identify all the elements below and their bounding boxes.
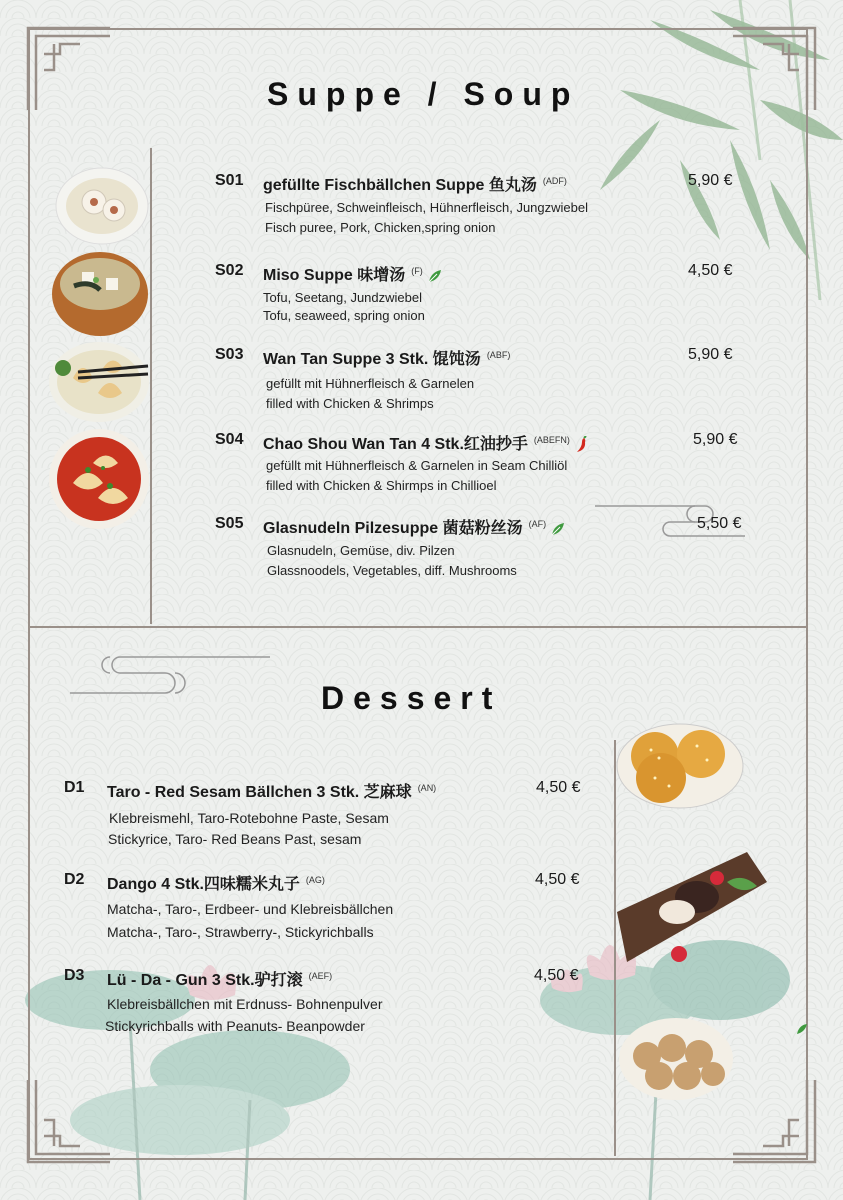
sesame-balls-image [615, 716, 745, 812]
soup-item-desc-de: Fischpüree, Schweinfleisch, Hühnerfleisch, Jungzwiebel [265, 200, 588, 215]
chinese-fret-corner-icon [729, 1076, 819, 1166]
soup-item-name: Miso Suppe 味增汤 $^{(F)}$ [263, 262, 443, 285]
allergen-codes: (AEF) [308, 971, 333, 981]
dessert-item-price: 4,50 € [534, 967, 579, 984]
dessert-item-desc-en: Stickyrichballs with Peanuts- Beanpowder [105, 1018, 365, 1034]
soup-item-desc-en: Fisch puree, Pork, Chicken,spring onion [265, 220, 496, 235]
dessert-item-desc-de: Klebreisbällchen mit Erdnuss- Bohnenpulver [107, 996, 383, 1012]
wan-tan-soup-image [48, 338, 150, 424]
soup-item-code: S01 [215, 172, 244, 189]
soup-item-name: Glasnudeln Pilzesuppe 菌菇粉丝汤 $^{(AF)}$ [263, 515, 566, 538]
dessert-item-desc-de: Matcha-, Taro-, Erdbeer- und Klebreisbällchen [107, 901, 394, 917]
dessert-item-name: Dango 4 Stk.四味糯米丸子 $^{(AG)}$ [107, 875, 325, 893]
dessert-item-desc-de: Klebreismehl, Taro-Rotebohne Paste, Sesam [109, 810, 389, 826]
soup-item-name: gefüllte Fischbällchen Suppe 鱼丸汤 $^{(ADF)}$ [263, 176, 567, 194]
soup-item-desc-de: gefüllt mit Hühnerfleisch & Garnelen [266, 376, 475, 391]
chili-pepper-icon [574, 436, 588, 454]
soup-item-name: Chao Shou Wan Tan 4 Stk.红油抄手 $^{(ABEFN)}$ [263, 431, 588, 454]
soup-item-price: 5,90 € [693, 431, 738, 448]
dessert-section-title: Dessert [321, 680, 502, 716]
soup-item-price: 4,50 € [688, 262, 733, 279]
lu-da-gun-image [617, 1016, 735, 1102]
dessert-item-code: D3 [64, 967, 85, 984]
dessert-item-name: Taro - Red Sesam Bällchen 3 Stk. 芝麻球 $^{(AN)}$ [107, 783, 437, 801]
allergen-codes: (ABEFN) [533, 435, 570, 445]
dango-dessert-image [617, 842, 767, 972]
dessert-item-price: 4,50 € [535, 871, 580, 888]
dessert-item-name: Lü - Da - Gun 3 Stk.驴打滚 $^{(AEF)}$ [107, 971, 333, 989]
vegetarian-leaf-icon [550, 521, 566, 537]
soup-item-code: S05 [215, 515, 244, 532]
dessert-item-code: D1 [64, 779, 85, 796]
dessert-item-desc-en: Matcha-, Taro-, Strawberry-, Stickyrichballs [107, 924, 374, 940]
soup-item-code: S02 [215, 262, 244, 279]
cloud-swirl-icon [70, 650, 280, 700]
allergen-codes: (AN) [417, 783, 437, 793]
soup-item-price: 5,90 € [688, 172, 733, 189]
soup-section-title: Suppe / Soup [267, 76, 580, 112]
dessert-item-code: D2 [64, 871, 85, 888]
allergen-codes: (F) [411, 266, 423, 276]
soup-item-desc-en: Glassnoodels, Vegetables, diff. Mushrooms [267, 563, 517, 578]
allergen-codes: (AF) [528, 519, 547, 529]
allergen-codes: (AG) [305, 875, 325, 885]
vegetarian-leaf-icon [795, 1022, 809, 1036]
soup-item-desc-en: filled with Chicken & Shrimps [266, 396, 434, 411]
soup-item-desc-en: filled with Chicken & Shirmps in Chillioel [266, 478, 497, 493]
soup-item-desc-de: gefüllt mit Hühnerfleisch & Garnelen in Seam Chilliöl [266, 458, 568, 473]
soup-item-code: S04 [215, 431, 244, 448]
soup-item-price: 5,90 € [688, 346, 733, 363]
miso-soup-image [50, 250, 150, 338]
chinese-fret-corner-icon [24, 24, 114, 114]
dessert-item-desc-en: Stickyrice, Taro- Red Beans Past, sesam [108, 831, 362, 847]
chinese-fret-corner-icon [729, 24, 819, 114]
soup-item-code: S03 [215, 346, 244, 363]
soup-item-desc-en: Tofu, seaweed, spring onion [263, 308, 425, 323]
soup-item-price: 5,50 € [697, 515, 742, 532]
soup-item-name: Wan Tan Suppe 3 Stk. 馄饨汤 $^{(ABF)}$ [263, 350, 511, 368]
dessert-item-price: 4,50 € [536, 779, 581, 796]
allergen-codes: (ABF) [486, 350, 511, 360]
allergen-codes: (ADF) [542, 176, 567, 186]
chinese-fret-corner-icon [24, 1076, 114, 1166]
soup-item-desc-de: Tofu, Seetang, Jundzwiebel [263, 290, 422, 305]
vegetarian-leaf-icon [427, 268, 443, 284]
fish-ball-soup-image [52, 158, 152, 246]
soup-item-desc-de: Glasnudeln, Gemüse, div. Pilzen [267, 543, 455, 558]
chao-shou-wan-tan-image [48, 428, 150, 530]
